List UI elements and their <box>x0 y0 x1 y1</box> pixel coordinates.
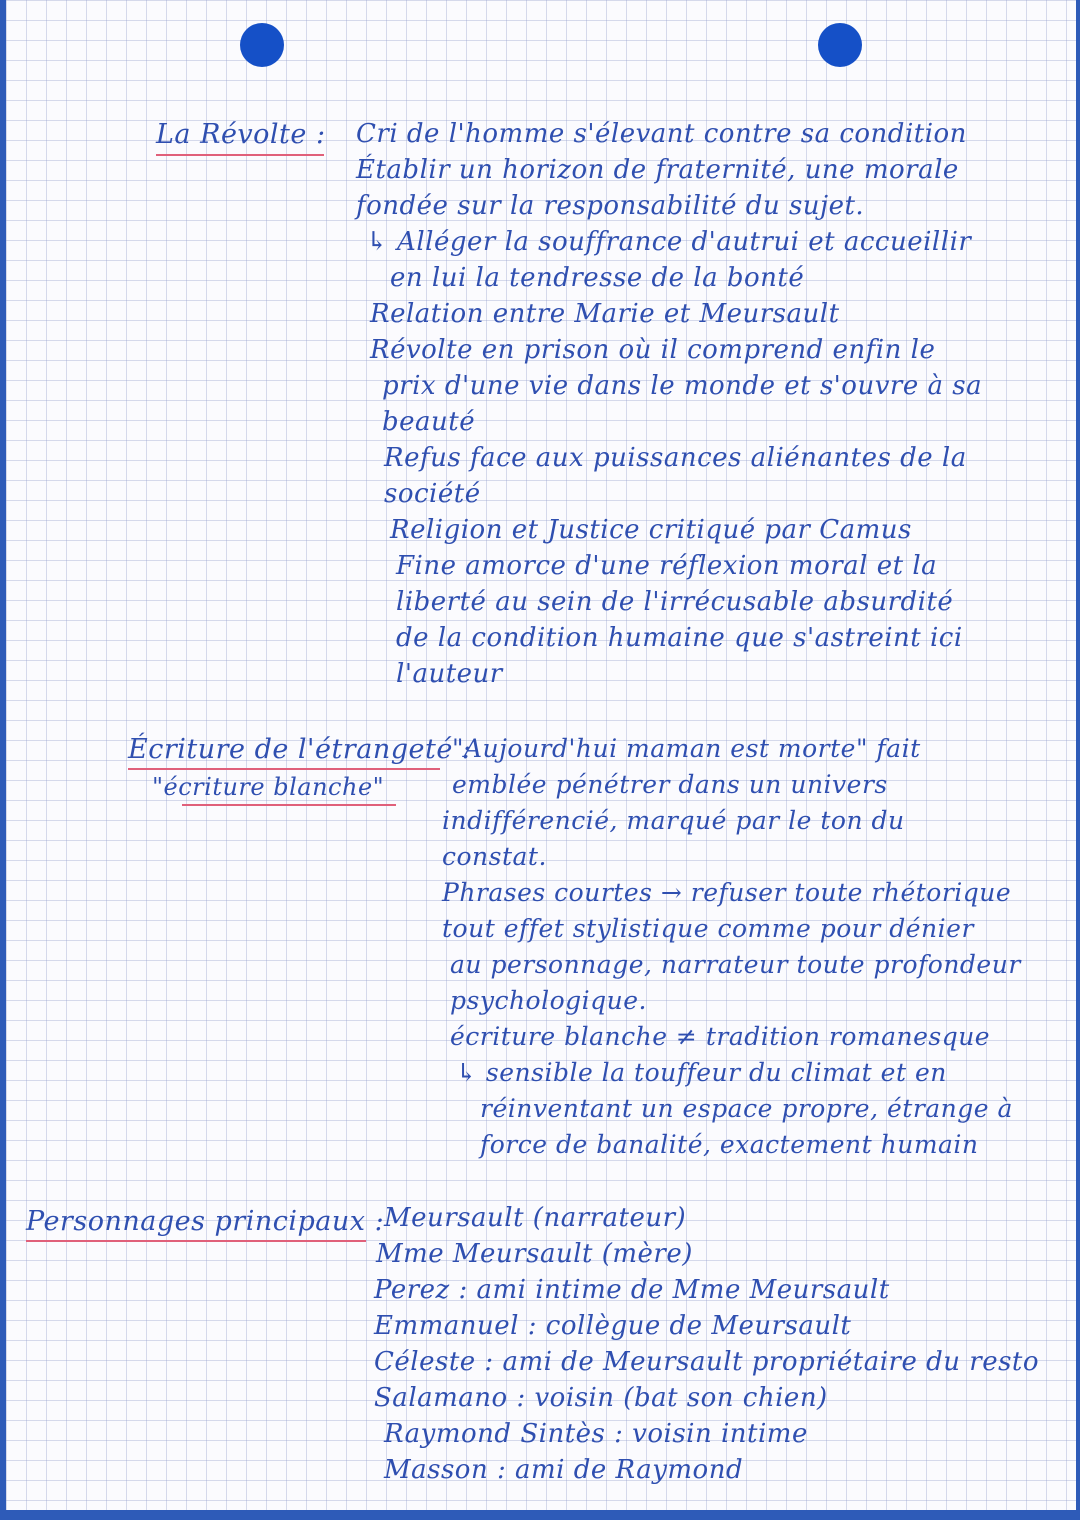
character-line: Salamano : voisin (bat son chien) <box>374 1383 828 1413</box>
note-line: indifférencié, marqué par le ton du <box>442 806 905 835</box>
section-title-personnages: Personnages principaux : <box>26 1206 385 1237</box>
note-line: Cri de l'homme s'élevant contre sa condition <box>356 119 967 149</box>
note-line: ↳ Alléger la souffrance d'autrui et accueillir <box>366 227 972 257</box>
note-line: constat. <box>442 842 547 871</box>
note-line: psychologique. <box>450 986 648 1015</box>
subtitle-underline <box>182 804 396 806</box>
personnages-lines <box>374 1200 1039 1488</box>
note-line: Fine amorce d'une réflexion moral et la <box>396 551 938 581</box>
note-line: Refus face aux puissances aliénantes de la <box>384 443 967 473</box>
note-line: fondée sur la responsabilité du sujet. <box>356 191 865 221</box>
section-title-revolte: La Révolte : <box>156 119 326 150</box>
note-line: Phrases courtes → refuser toute rhétorique <box>442 878 1012 907</box>
character-line: Raymond Sintès : voisin intime <box>384 1419 808 1449</box>
note-line: Révolte en prison où il comprend enfin le <box>370 335 936 365</box>
note-line: beauté <box>382 407 476 437</box>
revolte-lines <box>356 116 982 692</box>
character-line: Perez : ami intime de Mme Meursault <box>374 1275 890 1305</box>
note-line: liberté au sein de l'irrécusable absurdité <box>396 587 954 617</box>
note-line: société <box>384 479 481 509</box>
note-line: Établir un horizon de fraternité, une morale <box>356 155 959 185</box>
note-line: de la condition humaine que s'astreint ici <box>396 623 963 653</box>
note-line: l'auteur <box>396 659 503 689</box>
note-line: écriture blanche ≠ tradition romanesque <box>450 1022 991 1051</box>
note-line: Religion et Justice critiqué par Camus <box>390 515 912 545</box>
note-line: Relation entre Marie et Meursault <box>370 299 840 329</box>
punch-hole-right <box>818 23 862 67</box>
note-line: au personnage, narrateur toute profondeur <box>450 950 1021 979</box>
character-line: Masson : ami de Raymond <box>384 1455 744 1485</box>
character-line: Céleste : ami de Meursault propriétaire du resto <box>374 1347 1040 1377</box>
note-line: force de banalité, exactement humain <box>480 1130 979 1159</box>
note-line: en lui la tendresse de la bonté <box>390 263 805 293</box>
character-line: Emmanuel : collègue de Meursault <box>374 1311 852 1341</box>
title-underline <box>26 1240 366 1242</box>
note-line: prix d'une vie dans le monde et s'ouvre à sa <box>382 371 983 401</box>
character-line: Mme Meursault (mère) <box>376 1239 693 1269</box>
title-underline <box>156 154 324 156</box>
section-title-ecriture: Écriture de l'étrangeté : <box>128 734 472 765</box>
section-subtitle-ecriture: "écriture blanche" <box>152 773 385 801</box>
note-line: "Aujourd'hui maman est morte" fait <box>452 734 921 763</box>
punch-hole-left <box>240 23 284 67</box>
note-line: emblée pénétrer dans un univers <box>452 770 888 799</box>
character-line: Meursault (narrateur) <box>384 1203 687 1233</box>
ecriture-lines <box>442 731 1021 1163</box>
note-line: ↳ sensible la touffeur du climat et en <box>456 1058 947 1087</box>
note-line: réinventant un espace propre, étrange à <box>480 1094 1013 1123</box>
note-line: tout effet stylistique comme pour dénier <box>442 914 974 943</box>
